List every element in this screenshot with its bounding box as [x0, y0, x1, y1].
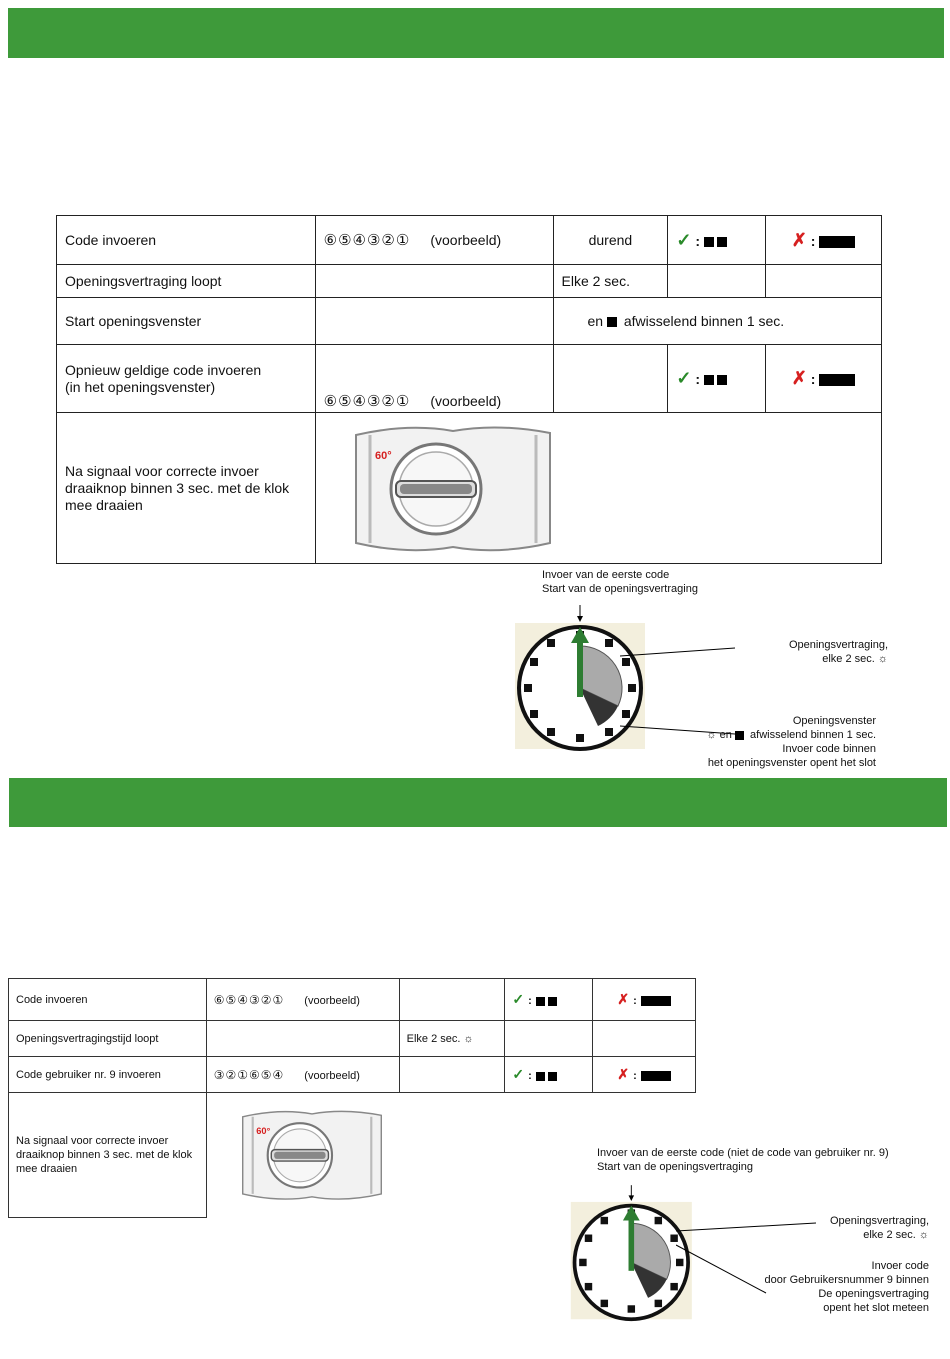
- check-icon: ✓: [512, 991, 525, 1007]
- code-digits: ⑥⑤④③②①: [323, 393, 411, 410]
- angle-label: 60°: [256, 1126, 271, 1137]
- signal-cell: [399, 1021, 505, 1057]
- row-label: Openingsvertragingstijd loopt: [9, 1021, 207, 1057]
- long-beep-icon: [641, 1071, 671, 1081]
- signal-post: afwisselend binnen 1 sec.: [623, 313, 785, 329]
- row-label: [57, 345, 316, 413]
- signal-cell: durend: [553, 216, 668, 265]
- knob-cell: [315, 413, 881, 564]
- note-line: door Gebruikersnummer 9 binnen: [764, 1274, 929, 1286]
- row-label: Code gebruiker nr. 9 invoeren: [9, 1057, 207, 1093]
- note-line: Invoer van de eerste code (niet de code van gebruiker nr. 9): [597, 1147, 889, 1159]
- short-beep-icon: [717, 375, 727, 385]
- light-icon: ☼: [463, 1032, 474, 1045]
- signal-pre: en: [587, 313, 604, 329]
- cross-icon: ✗: [791, 229, 807, 250]
- note-line: Start van de openingsvertraging: [542, 583, 698, 595]
- instruction-table-1: [56, 215, 882, 564]
- row-label: Na signaal voor correcte invoer draaiknop binnen 3 sec. met de klok mee draaien: [9, 1093, 207, 1218]
- table-row: [9, 1021, 696, 1057]
- diagram-top-note-2: [597, 1146, 889, 1174]
- section-header-bar-2: [9, 778, 947, 827]
- ok-signal: ✓ :: [505, 1057, 593, 1093]
- beep-icon: [607, 317, 617, 327]
- table-row: [57, 345, 882, 413]
- row-label: Start openingsvenster: [57, 298, 316, 345]
- short-beep-icon: [704, 237, 714, 247]
- table-row: [9, 1057, 696, 1093]
- ok-signal: ✓ :: [505, 979, 593, 1021]
- example-label: (voorbeeld): [304, 994, 360, 1007]
- short-beep-icon: [548, 1072, 557, 1081]
- row-label: Openingsvertraging loopt: [57, 265, 316, 298]
- delay-note-2: [740, 1214, 929, 1242]
- check-icon: ✓: [676, 368, 692, 388]
- example-label: (voorbeeld): [430, 232, 502, 248]
- long-beep-icon: [819, 236, 855, 248]
- code-digits: ③②①⑥⑤④: [213, 1067, 285, 1082]
- error-signal: ✗ :: [593, 979, 696, 1021]
- row-label-line: (in het openingsvenster): [65, 378, 216, 395]
- code-digits: ⑥⑤④③②①: [323, 232, 411, 249]
- note-line: elke 2 sec.: [863, 1229, 916, 1241]
- example-label: (voorbeeld): [430, 393, 502, 409]
- long-beep-icon: [641, 996, 671, 1006]
- ok-signal: ✓ :: [668, 216, 766, 265]
- check-icon: ✓: [512, 1066, 525, 1082]
- lock-knob-image: [348, 421, 558, 556]
- delay-note: [700, 638, 888, 666]
- row-label: Na signaal voor correcte invoer draaiknop binnen 3 sec. met de klok mee draaien: [57, 413, 316, 564]
- angle-label: 60°: [374, 449, 392, 462]
- code-cell: [315, 345, 553, 413]
- note-line: elke 2 sec.: [822, 653, 875, 665]
- code-cell: [206, 1057, 399, 1093]
- row-label: Code invoeren: [57, 216, 316, 265]
- light-icon: ☼: [877, 653, 888, 665]
- ok-signal: ✓ :: [668, 345, 766, 413]
- table-row: [57, 265, 882, 298]
- code-digits: ⑥⑤④③②①: [213, 992, 285, 1007]
- diagram-top-note: [542, 568, 698, 596]
- note-text: afwisselend binnen 1 sec.: [750, 729, 876, 741]
- table-row: [9, 979, 696, 1021]
- example-label: (voorbeeld): [304, 1069, 360, 1082]
- user9-note: [720, 1259, 929, 1315]
- note-line: Invoer code: [871, 1260, 929, 1272]
- cross-icon: ✗: [617, 991, 630, 1007]
- signal-text: Elke 2 sec.: [406, 1032, 461, 1045]
- cross-icon: ✗: [617, 1066, 630, 1082]
- table-row: [57, 216, 882, 265]
- beep-icon: [735, 731, 744, 740]
- note-line: Start van de openingsvertraging: [597, 1161, 753, 1173]
- note-line: Openingsvenster: [792, 715, 876, 727]
- cross-icon: ✗: [791, 368, 807, 388]
- table-row: [57, 413, 882, 564]
- note-line: Invoer van de eerste code: [542, 569, 670, 581]
- signal-cell: Elke 2 sec.: [553, 265, 668, 298]
- note-line: het openingsvenster opent het slot: [707, 757, 876, 769]
- note-line: Openingsvertraging,: [788, 639, 888, 651]
- light-icon: ☼: [706, 729, 717, 741]
- lock-knob-image: [237, 1103, 387, 1207]
- row-label-line: Opnieuw geldige code invoeren: [65, 361, 262, 378]
- code-cell: [315, 216, 553, 265]
- section-header-bar-1: [8, 8, 944, 58]
- short-beep-icon: [717, 237, 727, 247]
- short-beep-icon: [548, 997, 557, 1006]
- code-cell: [206, 979, 399, 1021]
- window-note: [600, 714, 876, 770]
- note-line: opent het slot meteen: [823, 1302, 929, 1314]
- error-signal: ✗ :: [593, 1057, 696, 1093]
- note-text: en: [719, 729, 732, 741]
- table-row: [57, 298, 882, 345]
- short-beep-icon: [536, 997, 545, 1006]
- note-line: Openingsvertraging,: [829, 1215, 929, 1227]
- note-line: De openingsvertraging: [818, 1288, 929, 1300]
- short-beep-icon: [536, 1072, 545, 1081]
- instruction-table-2: [8, 978, 696, 1218]
- note-line: Invoer code binnen: [782, 743, 876, 755]
- check-icon: ✓: [676, 229, 692, 250]
- row-label: Code invoeren: [9, 979, 207, 1021]
- error-signal: ✗ :: [766, 345, 882, 413]
- light-icon: ☼: [918, 1229, 929, 1241]
- short-beep-icon: [704, 375, 714, 385]
- error-signal: ✗ :: [766, 216, 882, 265]
- signal-cell: [553, 298, 882, 345]
- long-beep-icon: [819, 374, 855, 386]
